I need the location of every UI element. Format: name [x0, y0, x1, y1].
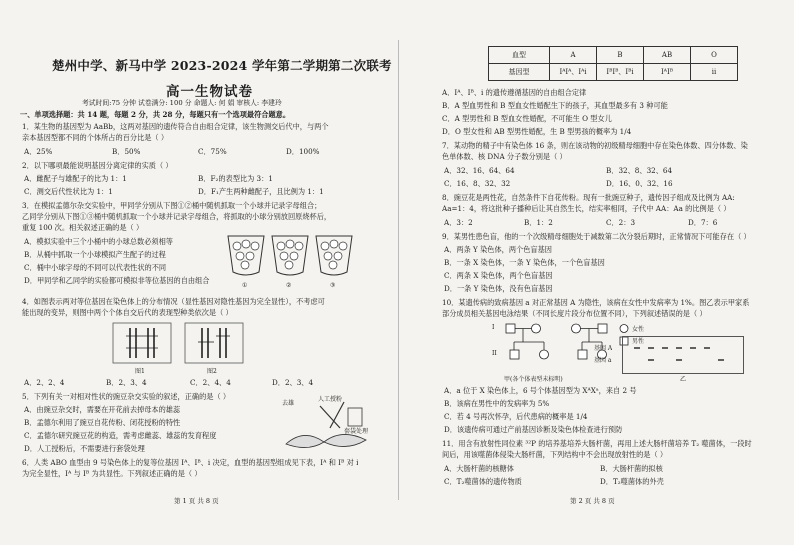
- q3-stem-3: 重复 100 次。相关叙述正确的是（ ）: [22, 223, 144, 232]
- table-cell: ii: [691, 64, 738, 81]
- page-number: 第 1 页 共 8 页: [174, 497, 219, 505]
- q10-option-c: C．若 4 号再次怀孕，后代患病的概率是 1/4: [444, 412, 588, 421]
- page-number: 第 2 页 共 8 页: [570, 497, 615, 505]
- q11-option-c: C．T₂噬菌体的遗传物质: [444, 477, 522, 486]
- table-header-row: [489, 47, 738, 64]
- q10-option-b: B．该病在男性中的发病率为 5%: [444, 399, 550, 408]
- q4-option-c: C．2、4、4: [190, 378, 231, 387]
- q9-stem: 9．某男性患色盲，他的一个次级精母细胞处于减数第二次分裂后期时，正常情况下可能存在（ ）: [442, 232, 751, 241]
- q9-option-d: D．一条 Y 染色体，没有色盲基因: [444, 284, 553, 293]
- q11-option-b: B．大肠杆菌的拟核: [600, 464, 663, 473]
- chromosome-figure-2: [184, 322, 244, 364]
- q3-option-b: B．从桶中抓取一个小球模拟产生配子的过程: [24, 250, 166, 259]
- q8-stem-1: 8．豌豆花是两性花，自然条件下自花传粉。现有一批豌豆种子，遗传因子组成及比例为 AA:: [442, 193, 735, 202]
- q10-stem-2: 部分成员相关基因电泳结果（不同长度片段分布位置不同），下列叙述错误的是（ ）: [442, 309, 707, 318]
- q7-stem-2: 色单体数、核 DNA 分子数分别是（ ）: [442, 152, 567, 161]
- q11-stem-1: 11．用含有放射性同位素 ³²P 的培养基培养大肠杆菌，再用上述大肠杆菌培养 T₂ 噬菌体，一段时: [442, 439, 752, 448]
- q1-option-a: A．25%: [24, 147, 53, 156]
- fig-label-2: 图2: [207, 368, 217, 375]
- table-cell: B: [597, 47, 644, 64]
- gel-label-A: 基因 A: [594, 345, 613, 352]
- q8-option-b: B．1：2: [524, 218, 553, 227]
- exam-subtitle: 高一生物试卷: [166, 84, 253, 100]
- q10-stem-1: 10．某遗传病的致病基因 a 对正常基因 A 为隐性，该病在女性中发病率为 1%。图乙表示甲家系: [442, 298, 750, 307]
- q5-option-c: C．孟德尔研究豌豆花的构造，需考虑雌蕊、雄蕊的发育程度: [24, 431, 217, 440]
- section-heading: 一、单项选择题：共 14 题，每题 2 分，共 28 分，每题只有一个选项最符合题意。: [20, 110, 291, 119]
- bucket-label-2: ②: [286, 282, 292, 289]
- q7-option-b: B．32、8、32、64: [606, 166, 673, 175]
- table-cell: O: [691, 47, 738, 64]
- legend-female: 女性: [632, 326, 645, 333]
- q6-option-a: A．Iᴬ、Iᴮ、i 的遗传遵循基因的自由组合定律: [442, 88, 587, 97]
- q10-option-d: D．该遗传病可通过产前基因诊断及染色体检查进行预防: [444, 425, 623, 434]
- q6-option-b: B．A 型血男性和 B 型血女性婚配生下的孩子，其血型最多有 3 种可能: [442, 101, 668, 110]
- table-cell: IᴬIᴮ: [644, 64, 691, 81]
- q1-option-b: B．50%: [112, 147, 141, 156]
- chromosome-figure-1: [112, 322, 172, 364]
- page-divider: [398, 40, 399, 500]
- table-cell: IᴮIᴮ、Iᴮi: [597, 64, 644, 81]
- blood-type-table: [488, 46, 738, 81]
- q7-option-d: D．16、0、32、16: [606, 179, 673, 188]
- exam-title: 楚州中学、新马中学 2023-2024 学年第二学期第二次联考: [52, 58, 392, 73]
- figure-caption-a: 甲(各个体表型未标明): [504, 376, 563, 383]
- q9-option-b: B．一条 X 染色体，一条 Y 染色体，一个色盲基因: [444, 258, 605, 267]
- q5-option-b: B．孟德尔利用了豌豆自花传粉、闭花授粉的特性: [24, 418, 181, 427]
- q2-option-c: C．测交后代性状比为 1：1: [24, 187, 113, 196]
- q8-option-a: A．3：2: [444, 218, 473, 227]
- page-2: [400, 0, 794, 545]
- q11-option-d: D．T₂噬菌体的外壳: [600, 477, 664, 486]
- q6-stem-2: 为完全显性，Iᴬ 与 Iᴮ 为共显性。下列叙述正确的是（ ）: [22, 469, 202, 478]
- q6-option-c: C．A 型男性和 B 型血女性婚配，不可能生 O 型女儿: [442, 114, 612, 123]
- q7-stem-1: 7．某动物的精子中有染色体 16 条，则在该动物的初级精母细胞中存在染色体数、四分体数、染: [442, 141, 748, 150]
- table-cell: 基因型: [489, 64, 550, 81]
- buckets-figure: [226, 232, 356, 280]
- table-row: [489, 64, 738, 81]
- q4-option-a: A．2、2、4: [24, 378, 65, 387]
- generation-2-label: II: [492, 350, 497, 357]
- pea-label-3: 套袋处理: [344, 428, 369, 435]
- q5-stem: 5．下列有关一对相对性状的豌豆杂交实验的叙述，正确的是（ ）: [22, 392, 231, 401]
- exam-meta: 考试时间:75 分钟 试卷满分: 100 分 命题人: 何 娟 审核人: 李建玲: [82, 99, 282, 107]
- q3-stem-2: 乙同学分别从下图①③桶中随机抓取一个小球并记录字母组合，将抓取的小球分别放回原烧杯后，: [22, 212, 332, 221]
- table-cell: IᴬIᴬ、Iᴬi: [550, 64, 597, 81]
- table-cell: A: [550, 47, 597, 64]
- q2-stem: 2．以下哪项最能说明基因分离定律的实质（ ）: [22, 161, 173, 170]
- q8-stem-2: Aa=1：4，将这批种子播种后让其自然生长，结实率相同，子代中 AA：Aa 的比例是（ ）: [442, 204, 731, 213]
- q3-option-a: A．模拟实验中三个小桶中的小球总数必须相等: [24, 237, 173, 246]
- q6-option-d: D．O 型女性和 AB 型男性婚配，生 B 型男孩的概率为 1/4: [442, 127, 632, 136]
- q6-stem-1: 6．人类 ABO 血型由 9 号染色体上的复等位基因 Iᴬ、Iᴮ、i 决定，血型的基因型组成见下表，Iᴬ 和 Iᴮ 对 i: [22, 458, 359, 467]
- generation-1-label: I: [492, 324, 495, 331]
- q7-option-a: A．32、16、64、64: [444, 166, 515, 175]
- gel-label-a: 基因 a: [594, 357, 612, 364]
- table-cell: 血型: [489, 47, 550, 64]
- q5-option-a: A．由豌豆杂交时，需要在开花前去掉母本的雄蕊: [24, 405, 181, 414]
- fig-label-1: 图1: [135, 368, 145, 375]
- pea-label-1: 去雄: [282, 400, 295, 407]
- pea-label-2: 人工授粉: [318, 396, 343, 403]
- q5-option-d: D．人工授粉后，不需要进行套袋处理: [24, 444, 145, 453]
- q10-option-a: A．a 位于 X 染色体上，6 号个体基因型为 XᴬXᵃ，来自 2 号: [444, 386, 637, 395]
- q4-option-b: B．2、3、4: [106, 378, 147, 387]
- q2-option-d: D．F₁产生两种雌配子，且比例为 1：1: [198, 187, 324, 196]
- q3-stem-1: 3．在模拟孟德尔杂交实验中，甲同学分别从下图①②桶中随机抓取一个小球并记录字母组合；: [22, 201, 322, 210]
- figure-caption-b: 乙: [680, 376, 687, 383]
- legend-male: 男性: [632, 338, 645, 345]
- q11-option-a: A．大肠杆菌的核糖体: [444, 464, 514, 473]
- q2-option-b: B．F₂的表型比为 3：1: [198, 174, 273, 183]
- q4-stem-1: 4．如图表示两对等位基因在染色体上的分布情况（显性基因对隐性基因为完全显性），不考虑可: [22, 297, 325, 306]
- q4-stem-2: 能出现的变异，则图中两个个体自交后代的表现型种类依次是（ ）: [22, 308, 233, 317]
- q7-option-c: C．16、8、32、32: [444, 179, 511, 188]
- q9-option-c: C．两条 X 染色体，两个色盲基因: [444, 271, 553, 280]
- bucket-label-1: ①: [242, 282, 248, 289]
- q1-option-c: C．75%: [198, 147, 227, 156]
- q1-option-d: D．100%: [286, 147, 320, 156]
- q3-option-c: C．桶中小球字母的不同可以代表性状的不同: [24, 263, 167, 272]
- q1-stem-2: 亲本基因型都不同的个体所占的百分比是（ ）: [22, 133, 169, 142]
- q8-option-d: D．7：6: [688, 218, 718, 227]
- q1-stem-1: 1．某生物的基因型为 AaBb，这两对基因的遗传符合自由组合定律，该生物测交后代中，与两个: [22, 122, 329, 131]
- bucket-label-3: ③: [330, 282, 336, 289]
- q2-option-a: A．雌配子与雄配子的比为 1：1: [24, 174, 127, 183]
- q9-option-a: A．两条 Y 染色体，两个色盲基因: [444, 245, 552, 254]
- q11-stem-2: 间后，用该噬菌体侵染大肠杆菌，下列结构中不会出现放射性的是（ ）: [442, 450, 668, 459]
- gel-bands: [626, 336, 742, 372]
- q8-option-c: C．2：3: [606, 218, 636, 227]
- q4-option-d: D．2、3、4: [272, 378, 314, 387]
- q3-option-d: D．甲同学和乙同学的实验都可模拟非等位基因的自由组合: [24, 276, 210, 285]
- table-cell: AB: [644, 47, 691, 64]
